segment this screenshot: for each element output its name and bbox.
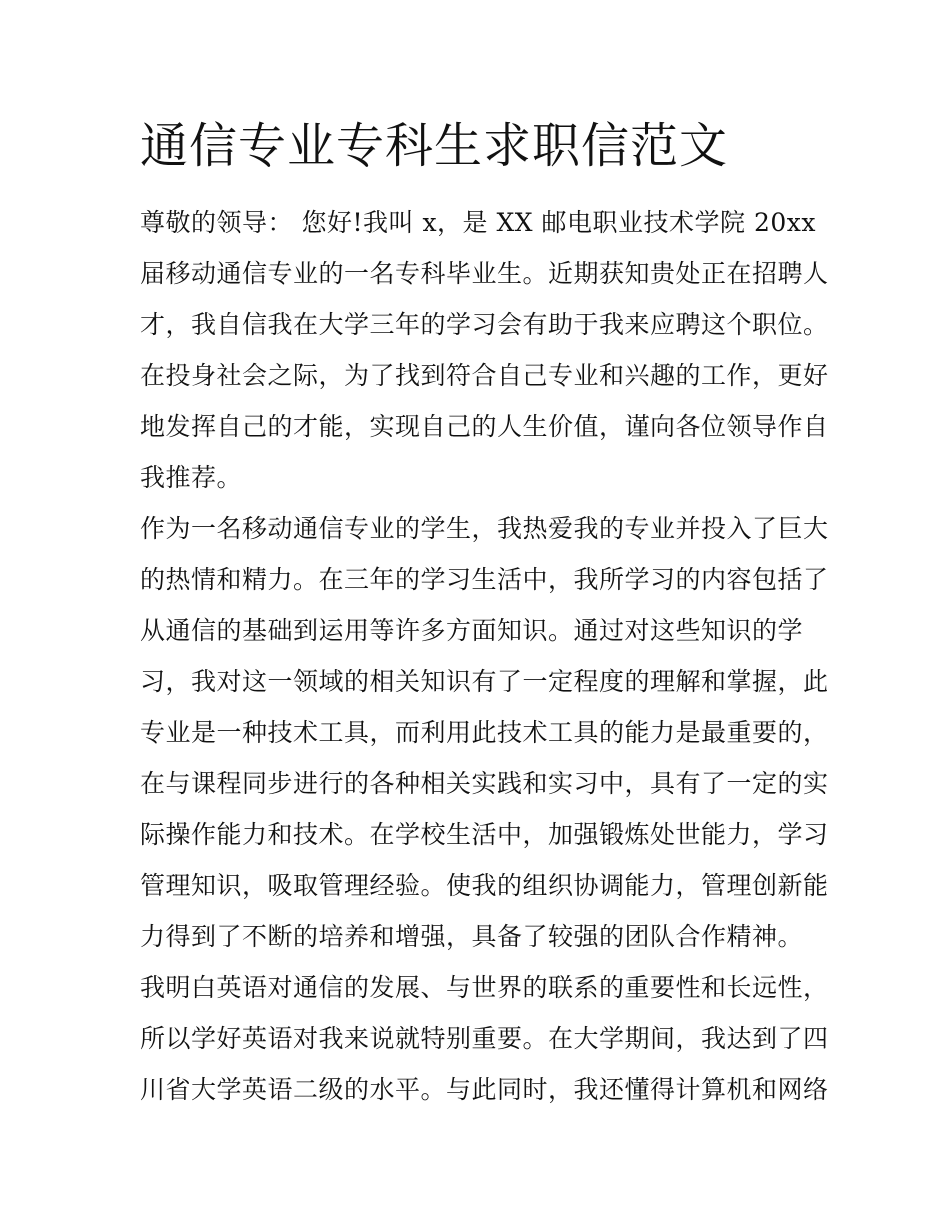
document-body [140,202,829,1120]
text-line: 尊敬的领导： 您好!我叫 x，是 XX 邮电职业技术学院 20xx [140,208,816,237]
text-line: 力得到了不断的培养和增强，具备了较强的团队合作精神。 [140,922,804,951]
text-line: 作为一名移动通信专业的学生，我热爱我的专业并投入了巨大 [140,514,829,543]
text-line: 在投身社会之际，为了找到符合自己专业和兴趣的工作，更好 [140,361,829,390]
text-line: 才，我自信我在大学三年的学习会有助于我来应聘这个职位。 [140,310,829,339]
document-title: 通信专业专科生求职信范文 [140,118,729,174]
text-line: 管理知识，吸取管理经验。使我的组织协调能力，管理创新能 [140,871,829,900]
text-line: 习，我对这一领域的相关知识有了一定程度的理解和掌握，此 [140,667,829,696]
text-line: 际操作能力和技术。在学校生活中，加强锻炼处世能力，学习 [140,820,829,849]
text-line: 川省大学英语二级的水平。与此同时，我还懂得计算机和网络 [140,1075,829,1104]
text-line: 届移动通信专业的一名专科毕业生。近期获知贵处正在招聘人 [140,259,829,288]
text-line: 的热情和精力。在三年的学习生活中，我所学习的内容包括了 [140,565,829,594]
text-line: 地发挥自己的才能，实现自己的人生价值，谨向各位领导作自 [140,412,829,441]
text-line: 所以学好英语对我来说就特别重要。在大学期间，我达到了四 [140,1024,829,1053]
text-line: 我明白英语对通信的发展、与世界的联系的重要性和长远性， [140,973,829,1002]
text-line: 专业是一种技术工具，而利用此技术工具的能力是最重要的， [140,718,829,747]
text-line: 我推荐。 [140,463,243,492]
text-line: 在与课程同步进行的各种相关实践和实习中，具有了一定的实 [140,769,829,798]
text-line: 从通信的基础到运用等许多方面知识。通过对这些知识的学 [140,616,804,645]
